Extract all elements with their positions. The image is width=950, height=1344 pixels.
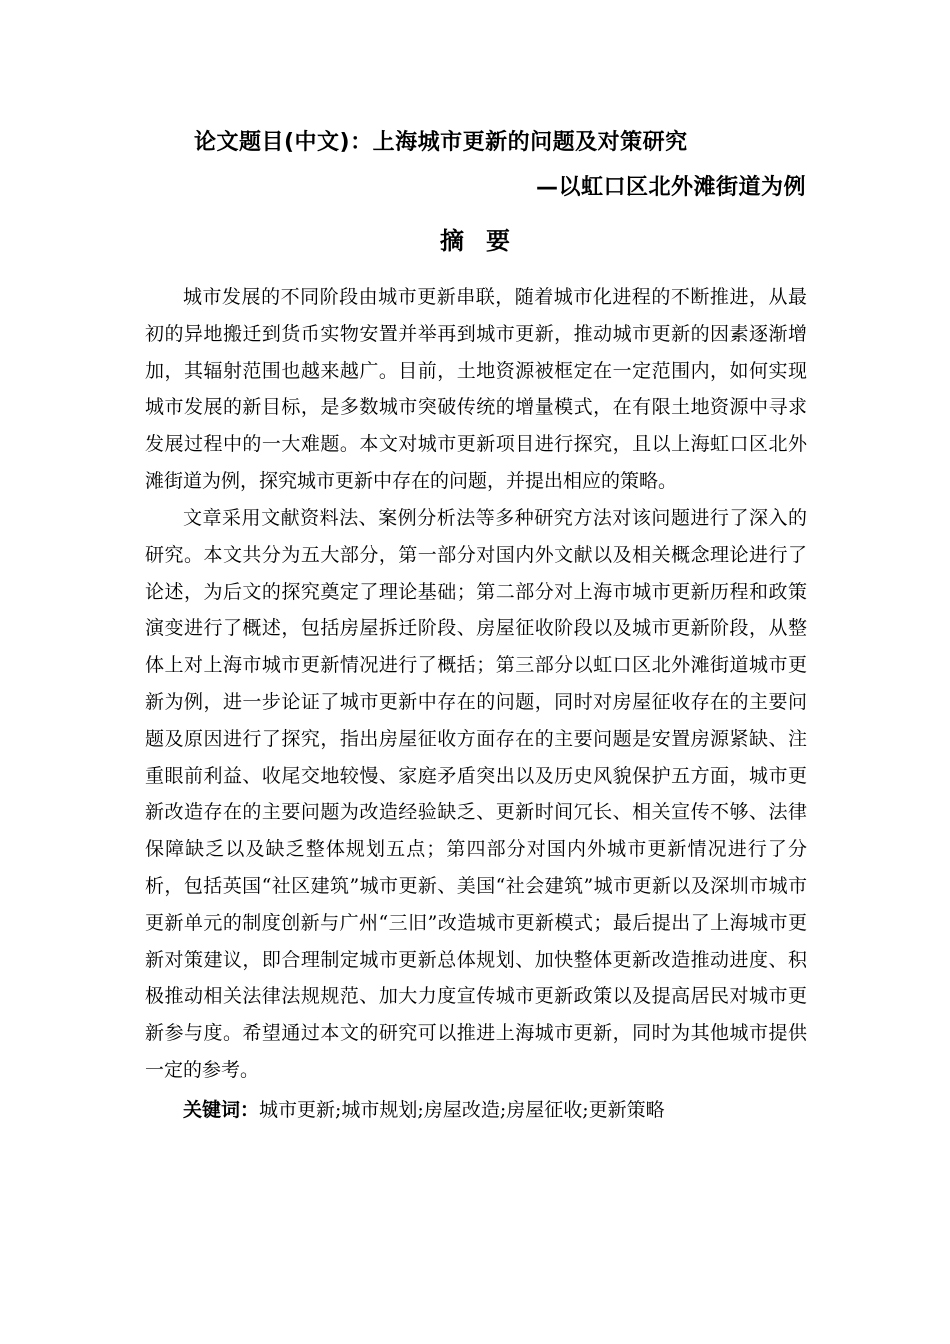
keywords-list: 城市更新;城市规划;房屋改造;房屋征收;更新策略: [259, 1099, 665, 1121]
keywords-label: 关键词：: [183, 1099, 260, 1121]
abstract-paragraph-1: 城市发展的不同阶段由城市更新串联，随着城市化进程的不断推进，从最初的异地搬迁到货币实物安置并举再到城市更新，推动城市更新的因素逐渐增加，其辐射范围也越来越广。目前，土地资源被框定在一定范围内，如何实现城市发展的新目标，是多数城市突破传统的增量模式，在有限土地资源中寻求发展过程中的一大难题。本文对城市更新项目进行探究，且以上海虹口区北外滩街道为例，探究城市更新中存在的问题，并提出相应的策略。: [145, 286, 807, 492]
abstract-paragraph-2: 文章采用文献资料法、案例分析法等多种研究方法对该问题进行了深入的研究。本文共分为五大部分，第一部分对国内外文献以及相关概念理论进行了论述，为后文的探究奠定了理论基础；第二部分对上海市城市更新历程和政策演变进行了概述，包括房屋拆迁阶段、房屋征收阶段以及城市更新阶段，从整体上对上海市城市更新情况进行了概括；第三部分以虹口区北外滩街道城市更新为例，进一步论证了城市更新中存在的问题，同时对房屋征收存在的主要问题及原因进行了探究，指出房屋征收方面存在的主要问题是安置房源紧缺、注重眼前利益、收尾交地较慢、家庭矛盾突出以及历史风貌保护五方面，城市更新改造存在的主要问题为改造经验缺乏、更新时间冗长、相关宣传不够、法律保障缺乏以及缺乏整体规划五点；第四部分对国内外城市更新情况进行了分析，包括英国“社区建筑”城市更新、美国“社会建筑”城市更新以及深圳市城市更新单元的制度创新与广州“三旧”改造城市更新模式；最后提出了上海城市更新对策建议，即合理制定城市更新总体规划、加快整体更新改造推动进度、积极推动相关法律法规规范、加大力度宣传城市更新政策以及提高居民对城市更新参与度。希望通过本文的研究可以推进上海城市更新，同时为其他城市提供一定的参考。: [145, 507, 807, 1081]
abstract-heading: 摘要: [440, 227, 532, 255]
keywords-line: [183, 1095, 665, 1125]
thesis-title: 论文题目(中文)：上海城市更新的问题及对策研究: [194, 130, 688, 155]
thesis-subtitle: —以虹口区北外滩街道为例: [535, 175, 806, 200]
